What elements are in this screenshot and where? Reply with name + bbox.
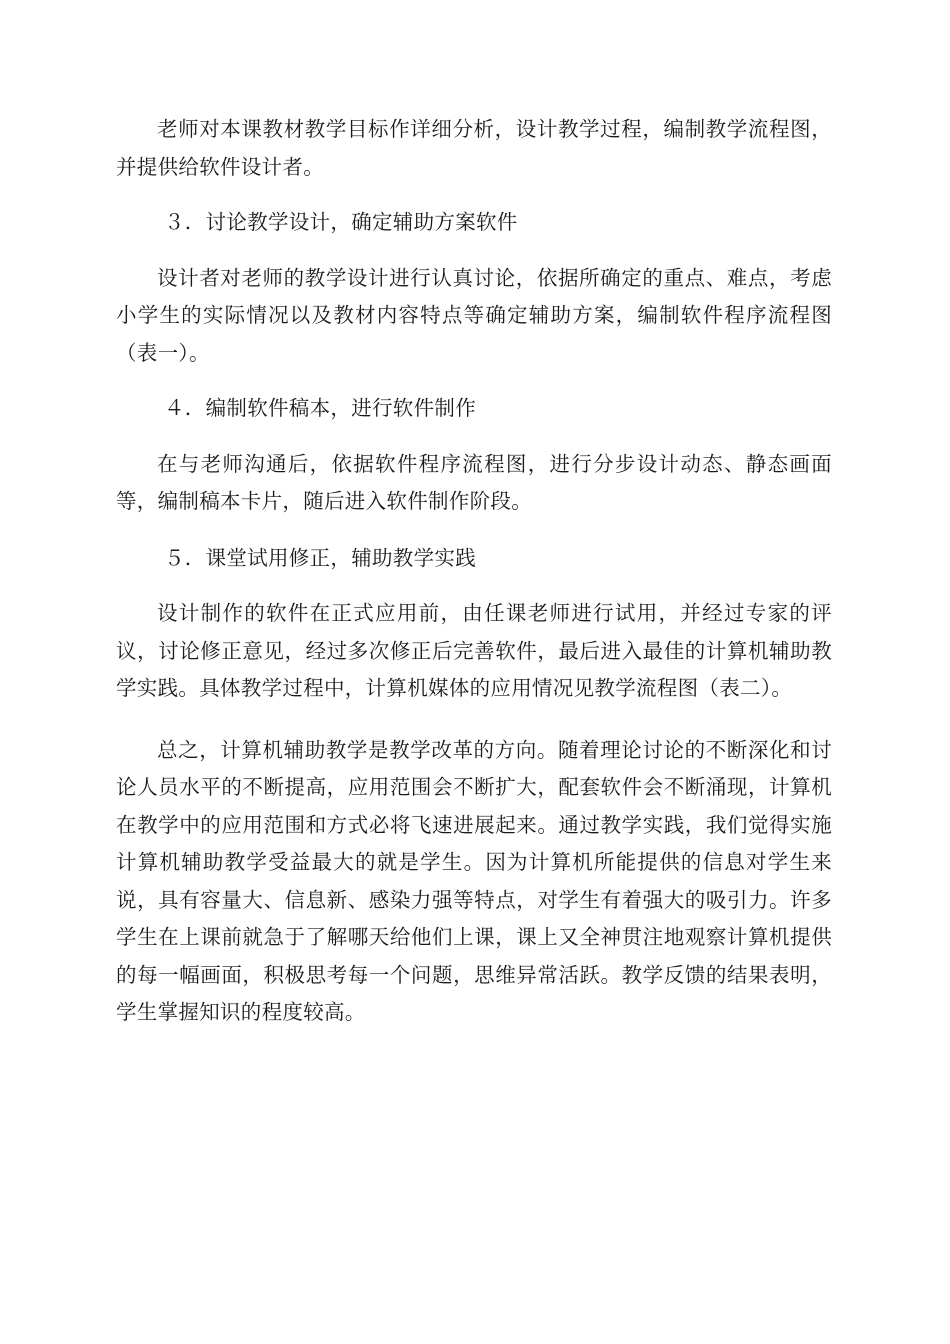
paragraph-teacher-analysis: 老师对本课教材教学目标作详细分析，设计教学过程，编制教学流程图，并提供给软件设计者。 <box>116 117 832 179</box>
section-heading-4: ４．编制软件稿本，进行软件制作 <box>164 396 476 420</box>
paragraph-software-draft: 在与老师沟通后，依据软件程序流程图，进行分步设计动态、静态画面等，编制稿本卡片，随后进入软件制作阶段。 <box>116 451 832 513</box>
paragraph-conclusion: 总之，计算机辅助教学是教学改革的方向。随着理论讨论的不断深化和讨论人员水平的不断提高，应用范围会不断扩大，配套软件会不断涌现，计算机在教学中的应用范围和方式必将飞速进展起来。通过教学实践，我们觉得实施计算机辅助教学受益最大的就是学生。因为计算机所能提供的信息对学生来说，具有容量大、信息新、感染力强等特点，对学生有着强大的吸引力。许多学生在上课前就急于了解哪天给他们上课，课上又全神贯注地观察计算机提供的每一幅画面，积极思考每一个问题，思维异常活跃。教学反馈的结果表明，学生掌握知识的程度较高。 <box>116 737 832 1024</box>
section-heading-3: ３．讨论教学设计，确定辅助方案软件 <box>164 210 518 234</box>
document-page <box>116 111 832 1032</box>
paragraph-classroom-trial: 设计制作的软件在正式应用前，由任课老师进行试用，并经过专家的评议，讨论修正意见，经过多次修正后完善软件，最后进入最佳的计算机辅助教学实践。具体教学过程中，计算机媒体的应用情况见教学流程图（表二）。 <box>116 601 832 700</box>
section-heading-5: ５．课堂试用修正，辅助教学实践 <box>164 545 476 570</box>
paragraph-design-discussion: 设计者对老师的教学设计进行认真讨论，依据所确定的重点、难点，考虑小学生的实际情况以及教材内容特点等确定辅助方案，编制软件程序流程图（表一）。 <box>116 265 832 365</box>
